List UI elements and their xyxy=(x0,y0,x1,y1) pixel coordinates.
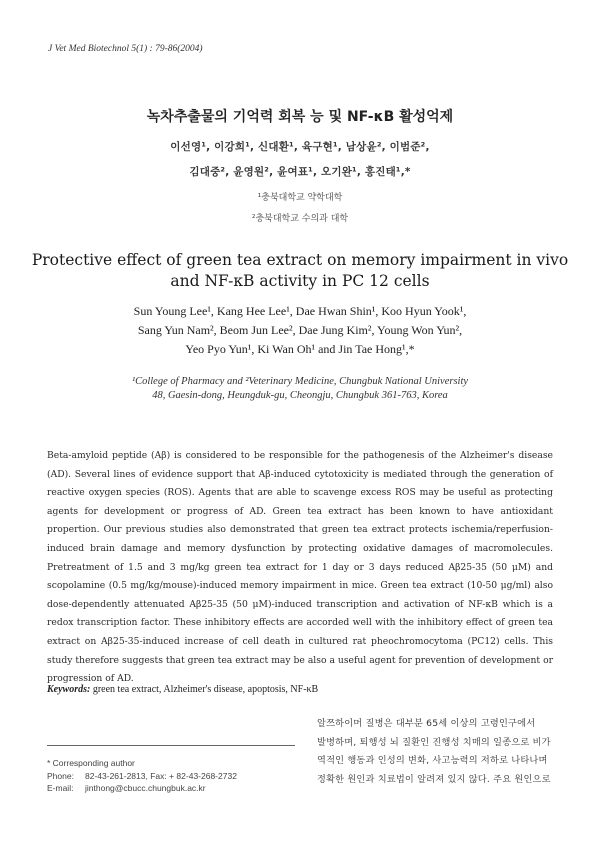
korean-title: 녹차추출물의 기억력 회복 능 및 NF-κB 활성억제 xyxy=(146,109,454,125)
english-authors xyxy=(0,302,600,359)
keywords-label: Keywords: xyxy=(47,684,91,695)
keywords xyxy=(47,684,318,695)
keywords-text: green tea extract, Alzheimer's disease, apoptosis, NF-κB xyxy=(92,684,319,695)
korean-affiliation-2: ²충북대학교 수의과 대학 xyxy=(251,214,349,224)
footnote-divider xyxy=(47,745,295,746)
english-authors-line-3: Yeo Pyo Yun¹, Ki Wan Oh¹ and Jin Tae Hong¹,* xyxy=(185,342,415,356)
introduction-line-2: 발병하며, 퇴행성 뇌 질환인 진행성 치매의 일종으로 비가 xyxy=(317,736,551,748)
korean-authors-line-1: 이선영¹, 이강희¹, 신대환¹, 육구현¹, 남상윤², 이범준², xyxy=(170,141,430,153)
introduction-text xyxy=(317,715,559,789)
introduction-line-3: 역적인 행동과 인성의 변화, 사고능력의 저하로 나타나며 xyxy=(317,755,548,767)
email-label: E-mail: xyxy=(47,783,74,794)
corresponding-author-footnote xyxy=(47,757,307,795)
phone-label: Phone: xyxy=(47,770,74,781)
korean-authors-line-2: 김대중², 윤영원², 윤여표¹, 오기완¹, 홍진태¹,* xyxy=(189,166,411,178)
english-affiliation xyxy=(0,375,600,403)
english-authors-line-1: Sun Young Lee¹, Kang Hee Lee¹, Dae Hwan Shin¹, Koo Hyun Yook¹, xyxy=(133,304,467,318)
introduction-line-4: 정확한 원인과 치료법이 알려져 있지 않다. 주요 원인으로 xyxy=(317,773,551,785)
english-title-line-2: and NF-κB activity in PC 12 cells xyxy=(170,272,430,290)
english-title xyxy=(0,250,600,292)
corresponding-author-label: * Corresponding author xyxy=(47,758,135,768)
introduction-line-1: 알쯔하이머 질병은 대부분 65세 이상의 고령인구에서 xyxy=(317,718,536,729)
journal-reference: J Vet Med Biotechnol 5(1) : 79-86(2004) xyxy=(48,44,203,54)
abstract: Beta-amyloid peptide (Aβ) is considered to be responsible for the pathogenesis of the Alzheimer's disease (AD). Several lines of evidence support that Aβ-induced cytotoxicity is mediated through the generation of reactive oxygen species (ROS). Agents that are able to scavenge excess ROS may be useful as protecting agents for development or progress of AD. Green tea extract has been known to have antioxidant propertion. Our previous studies also demonstrated that green tea extract protects ischemia/reperfusion-induced brain damage and memory dysfunction by protecting oxidative damages of macromolecules. Pretreatment of 1.5 and 3 mg/kg green tea extract for 1 day or 3 days reduced Aβ25-35 (50 μM) and scopolamine (0.5 mg/kg/mouse)-induced memory impairment in mice. Green tea extract (10-50 μg/ml) also dose-dependently attenuated Aβ25-35 (50 μM)-induced transcription and activation of NF-κB which is a redox transcription factor. These inhibitory effects are accorded well with the inhibitory effect of green tea extract on Aβ25-35-induced increase of cell death in cultured rat pheochromocytoma (PC12) cells. This study therefore suggests that green tea extract may be also a useful agent for prevention of development or progression of AD. xyxy=(47,450,553,685)
phone-value: 82-43-261-2813, Fax: + 82-43-268-2732 xyxy=(85,770,237,781)
english-authors-line-2: Sang Yun Nam², Beom Jun Lee², Dae Jung Kim², Young Won Yun², xyxy=(137,323,463,337)
korean-affiliation-1: ¹충북대학교 약학대학 xyxy=(257,193,343,203)
email-value: jinthong@cbucc.chungbuk.ac.kr xyxy=(85,783,206,794)
english-title-line-1: Protective effect of green tea extract on memory impairment in vivo xyxy=(31,251,569,269)
english-affiliation-line-2: 48, Gaesin-dong, Heungduk-gu, Cheongju, Chungbuk 361-763, Korea xyxy=(152,390,448,401)
english-affiliation-line-1: ¹College of Pharmacy and ²Veterinary Medicine, Chungbuk National University xyxy=(131,376,469,387)
